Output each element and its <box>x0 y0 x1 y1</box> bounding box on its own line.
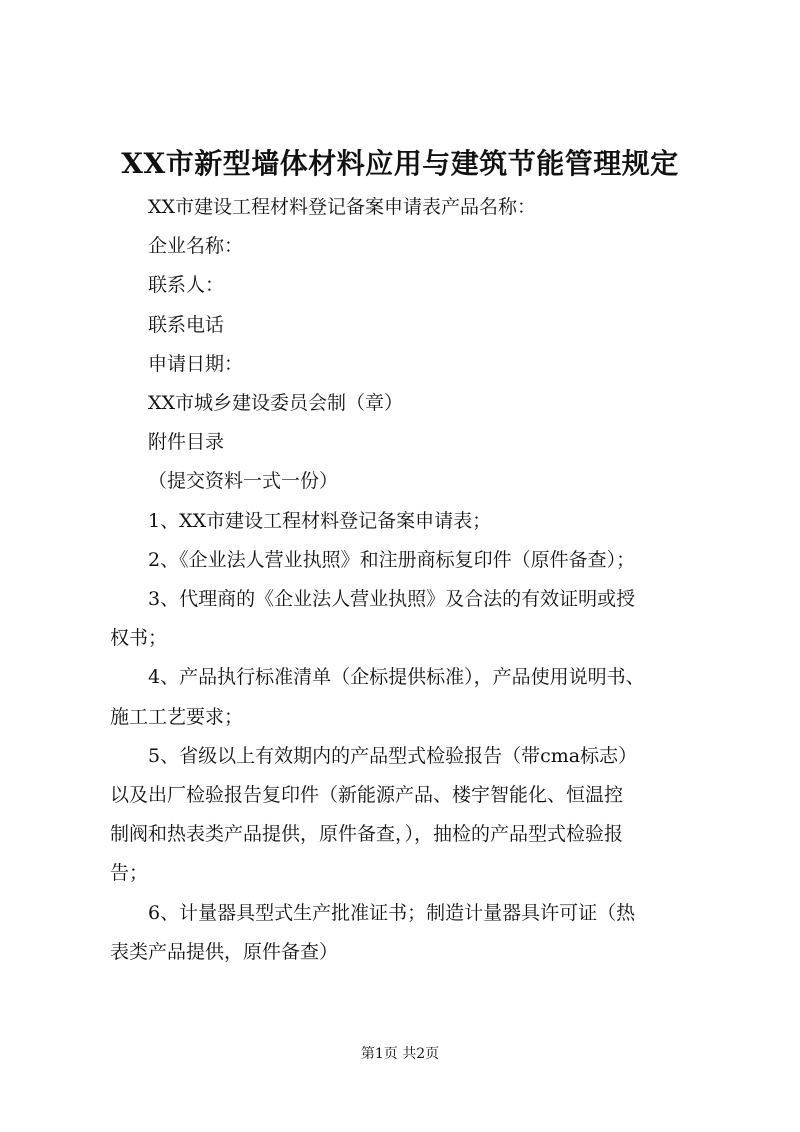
text-line: 联系人： <box>148 274 225 297</box>
text-line: 3、代理商的《企业法人营业执照》及合法的有效证明或授 <box>148 588 636 611</box>
text-line: 1、XX市建设工程材料登记备案申请表； <box>148 509 492 532</box>
text-line: 4、产品执行标准清单（企标提供标准），产品使用说明书、 <box>148 666 645 689</box>
text-line: 附件目录 <box>148 431 225 454</box>
text-line: 6、计量器具型式生产批准证书；制造计量器具许可证（热 <box>148 901 636 924</box>
text-line: 联系电话 <box>148 313 225 336</box>
document-title: XX市新型墙体材料应用与建筑节能管理规定 <box>121 147 679 180</box>
text-line: 施工工艺要求； <box>110 705 244 728</box>
text-line: 5、省级以上有效期内的产品型式检验报告（带cma标志） <box>148 744 638 767</box>
text-line: 2、《企业法人营业执照》和注册商标复印件（原件备查）； <box>148 548 636 571</box>
text-line: XX市城乡建设委员会制（章） <box>148 392 404 415</box>
text-line: 企业名称： <box>148 235 244 258</box>
document-body <box>110 188 700 972</box>
text-line: （提交资料一式一份） <box>148 470 339 493</box>
text-line: XX市建设工程材料登记备案申请表产品名称： <box>148 196 537 218</box>
text-line: 告； <box>110 862 149 885</box>
text-line: 制阀和热表类产品提供，原件备查，），抽检的产品型式检验报 <box>110 823 624 846</box>
text-line: 申请日期： <box>148 352 244 375</box>
page-footer: 第1页 共2页 <box>360 1046 440 1062</box>
text-line: 权书； <box>110 627 168 650</box>
text-line: 以及出厂检验报告复印件（新能源产品、楼宇智能化、恒温控 <box>110 784 624 807</box>
text-line: 表类产品提供，原件备查） <box>110 940 339 963</box>
